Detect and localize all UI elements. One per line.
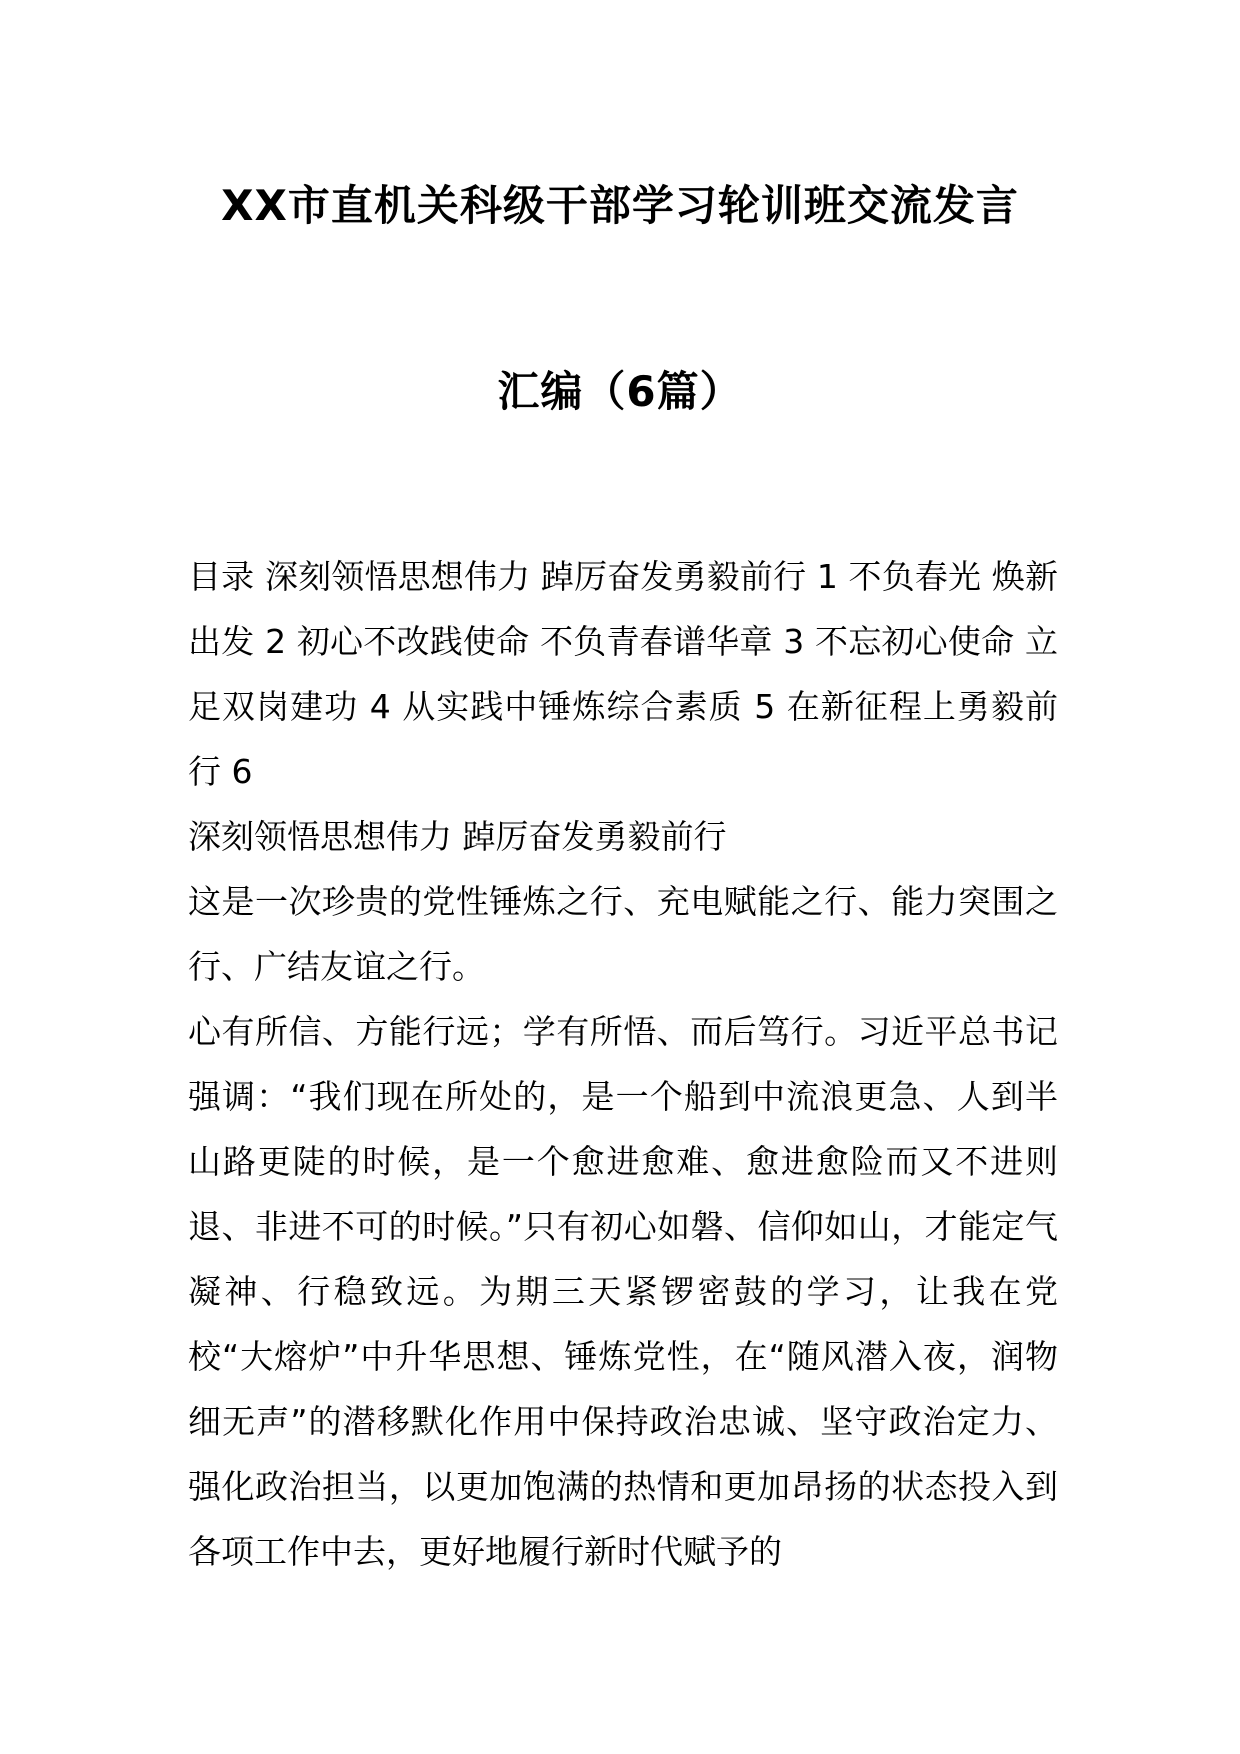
document-title-line-1: XX市直机关科级干部学习轮训班交流发言 (221, 181, 1019, 230)
table-of-contents: 目录 深刻领悟思想伟力 踔厉奋发勇毅前行 1 不负春光 焕新出发 2 初心不改践使命 不负青春谱华章 3 不忘初心使命 立足双岗建功 4 从实践中锤炼综合素质 5 在新征程上勇毅前行 6 (188, 557, 1058, 791)
body-paragraph: 心有所信、方能行远；学有所悟、而后笃行。习近平总书记强调：“我们现在所处的，是一个船到中流浪更急、人到半山路更陡的时候，是一个愈进愈难、愈进愈险而又不进则退、非进不可的时候。”只有初心如磐、信仰如山，才能定气凝神、行稳致远。为期三天紧锣密鼓的学习，让我在党校“大熔炉”中升华思想、锤炼党性，在“随风潜入夜，润物细无声”的潜移默化作用中保持政治忠诚、坚守政治定力、强化政治担当，以更加饱满的热情和更加昂扬的状态投入到各项工作中去，更好地履行新时代赋予的 (188, 1012, 1058, 1571)
document-body (188, 544, 1058, 1584)
section-heading: 深刻领悟思想伟力 踔厉奋发勇毅前行 (188, 817, 727, 856)
body-paragraph: 这是一次珍贵的党性锤炼之行、充电赋能之行、能力突围之行、广结友谊之行。 (188, 882, 1058, 986)
document-title-line-2: 汇编（6篇） (497, 367, 743, 416)
